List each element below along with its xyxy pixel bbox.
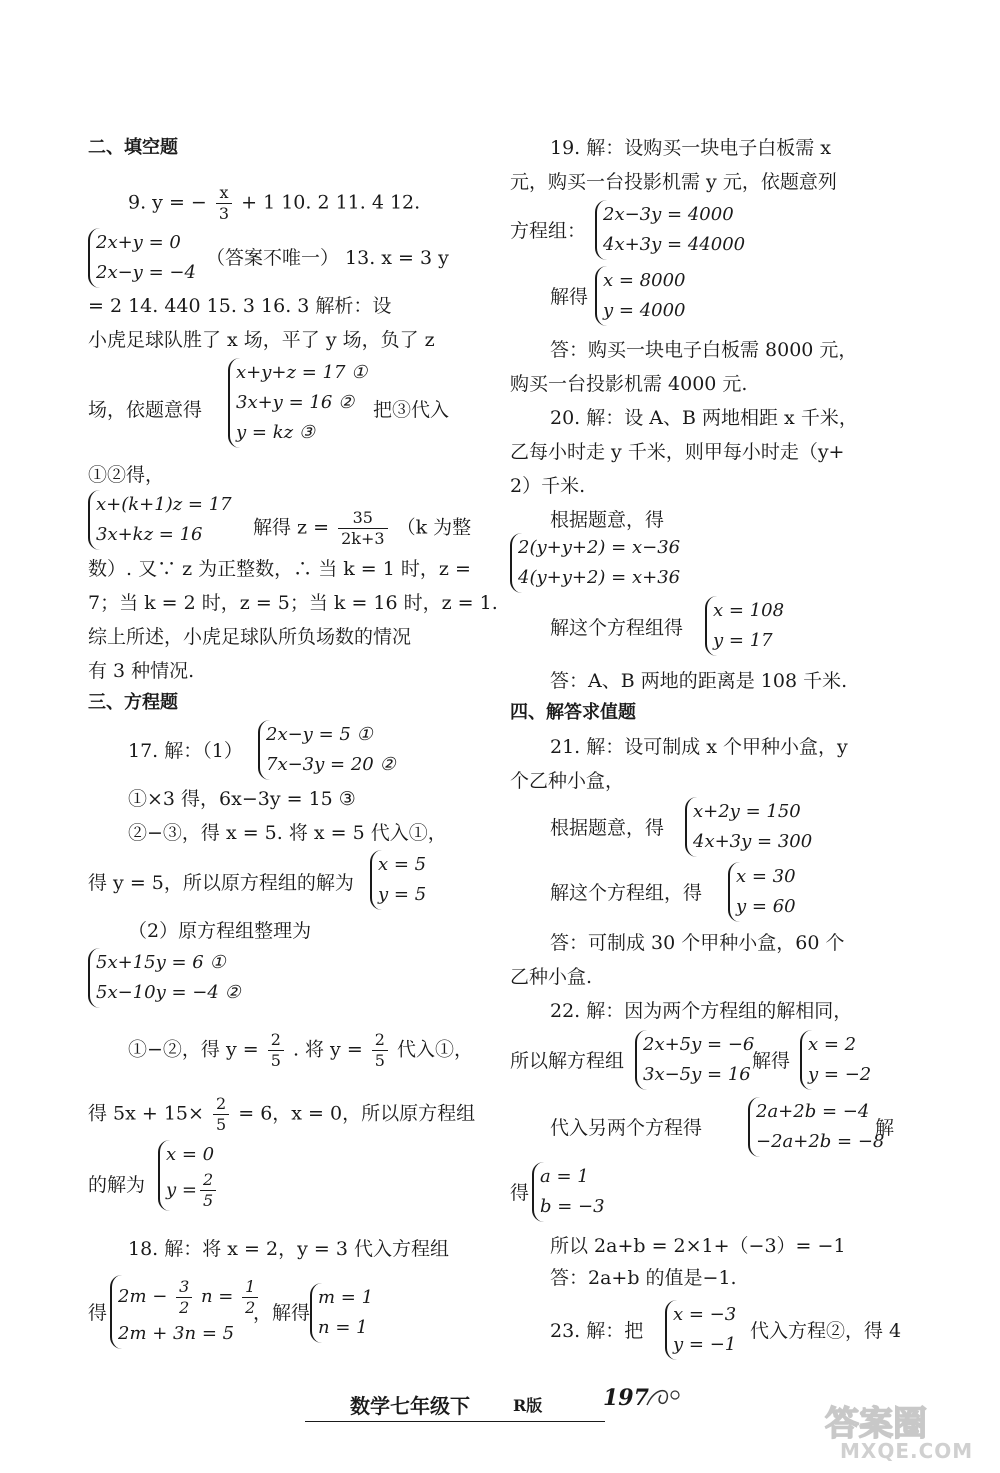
q17-line5: 得 5x + 15× $\frac{2}{5}$ = 6，x = 0，所以原方程组 bbox=[88, 1094, 476, 1134]
q17-line2: ②−③，得 x = 5. 将 x = 5 代入①， bbox=[128, 822, 447, 844]
q20-system: 2(y+y+2) = x−36 4(y+y+2) = x+36 bbox=[510, 533, 680, 593]
q17-line3: 得 y = 5，所以原方程组的解为 bbox=[88, 872, 354, 894]
q22-line1: 22. 解：因为两个方程组的解相同， bbox=[550, 1000, 853, 1022]
q13-line: = 2 14. 440 15. 3 16. 3 解析：设 bbox=[88, 295, 392, 317]
q22-pre2: 代入另两个方程得 bbox=[550, 1117, 703, 1139]
q21-system: x+2y = 150 4x+3y = 300 bbox=[685, 797, 812, 857]
q22-mid: 解得 bbox=[752, 1050, 791, 1072]
fraction: $\frac{35}{2k+3}$ bbox=[338, 508, 387, 549]
q18-solution: m = 1 n = 1 bbox=[310, 1283, 373, 1343]
q20-line4: 根据题意，得 bbox=[550, 509, 665, 531]
q23-pre: 23. 解：把 bbox=[550, 1320, 644, 1342]
q18-line1: 18. 解：将 x = 2，y = 3 代入方程组 bbox=[128, 1238, 449, 1260]
q19-solpre: 解得 bbox=[550, 286, 589, 308]
q17-pre: 17. 解：（1） bbox=[128, 740, 243, 762]
q18-mid: ，解得 bbox=[253, 1302, 311, 1324]
q19-pre: 方程组： bbox=[510, 220, 587, 242]
q20-line3: 2）千米. bbox=[510, 475, 586, 497]
q21-answer2: 乙种小盒. bbox=[510, 966, 593, 988]
watermark bbox=[820, 1395, 995, 1465]
q18-pre: 得 bbox=[88, 1302, 108, 1324]
q16-pre: 场，依题意得 bbox=[88, 399, 203, 421]
q16-line2: ①②得， bbox=[88, 464, 165, 486]
page-footer bbox=[305, 1385, 655, 1425]
q17-line1: ①×3 得，6x−3y = 15 ③ bbox=[128, 788, 356, 810]
q16-system2: x+(k+1)z = 17 3x+kz = 16 bbox=[88, 490, 232, 550]
q9-line: 9. y = − $\frac{x}{3}$ + 1 10. 2 11. 4 12. bbox=[128, 183, 421, 223]
fraction: $\frac{2}{5}$ bbox=[268, 1030, 284, 1071]
q22-pre: 所以解方程组 bbox=[510, 1050, 625, 1072]
q16-line3: 数）. 又∵ z 为正整数，∴ 当 k = 1 时，z = bbox=[88, 558, 471, 580]
q19-line1: 19. 解：设购买一块电子白板需 x bbox=[550, 137, 832, 159]
q19-answer2: 购买一台投影机需 4000 元. bbox=[510, 373, 748, 395]
watermark-url: MXQE.COM bbox=[840, 1439, 974, 1463]
q23-system: x = −3 y = −1 bbox=[665, 1300, 736, 1360]
q22-answer: 答：2a+b 的值是−1. bbox=[550, 1267, 737, 1289]
q19-answer1: 答：购买一块电子白板需 8000 元， bbox=[550, 339, 858, 361]
section-title-evaluate: 四、解答求值题 bbox=[510, 702, 636, 723]
edition-label: R版 bbox=[513, 1396, 543, 1415]
q17-line6: 的解为 bbox=[88, 1174, 146, 1196]
fraction: $\frac{3}{2}$ bbox=[176, 1277, 192, 1318]
q22-pre3: 得 bbox=[510, 1182, 530, 1204]
q16-line4: 7；当 k = 2 时，z = 5；当 k = 16 时，z = 1. bbox=[88, 592, 498, 614]
q22-solution: x = 2 y = −2 bbox=[800, 1030, 871, 1090]
q16-line6: 有 3 种情况. bbox=[88, 660, 195, 682]
q17-line4: ①−②，得 y = $\frac{2}{5}$ . 将 y = $\frac{2}{5}$ 代入①， bbox=[128, 1030, 474, 1070]
q21-solution: x = 30 y = 60 bbox=[728, 862, 796, 922]
q21-line2: 个乙种小盒， bbox=[510, 770, 625, 792]
q22-post2: 解 bbox=[875, 1117, 895, 1139]
fraction: $\frac{2}{5}$ bbox=[200, 1170, 216, 1211]
q21-answer1: 答：可制成 30 个甲种小盒，60 个 bbox=[550, 932, 845, 954]
fraction: $\frac{x}{3}$ bbox=[216, 183, 232, 224]
q21-pre: 根据题意，得 bbox=[550, 817, 665, 839]
q16-line5: 综上所述，小虎足球队所负场数的情况 bbox=[88, 626, 412, 648]
fraction: $\frac{1}{2}$ bbox=[242, 1277, 258, 1318]
section-title-equations: 三、方程题 bbox=[88, 692, 178, 713]
svg-text:答案圈: 答案圈 bbox=[825, 1404, 927, 1444]
q20-solpre: 解这个方程组得 bbox=[550, 617, 684, 639]
fraction: $\frac{2}{5}$ bbox=[372, 1030, 388, 1071]
q20-answer: 答：A、B 两地的距离是 108 千米. bbox=[550, 670, 848, 692]
q22-system: 2x+5y = −6 3x−5y = 16 bbox=[635, 1030, 754, 1090]
section-title-fill-blank: 二、填空题 bbox=[88, 137, 178, 158]
q20-line2: 乙每小时走 y 千米，则甲每小时走（y+ bbox=[510, 441, 845, 463]
q17-system2: 5x+15y = 6 ① 5x−10y = −4 ② bbox=[88, 948, 241, 1008]
fraction: $\frac{2}{5}$ bbox=[213, 1094, 229, 1135]
book-title: 数学七年级下 bbox=[350, 1394, 470, 1418]
q20-line1: 20. 解：设 A、B 两地相距 x 千米， bbox=[550, 407, 858, 429]
q19-solution: x = 8000 y = 4000 bbox=[595, 266, 686, 326]
swirl-ornament-icon bbox=[645, 1385, 685, 1415]
q12-system: 2x+y = 0 2x−y = −4 bbox=[88, 228, 196, 288]
q19-system: 2x−3y = 4000 4x+3y = 44000 bbox=[595, 200, 745, 260]
q19-line2: 元，购买一台投影机需 y 元，依题意列 bbox=[510, 171, 837, 193]
page-number: 197 bbox=[603, 1385, 649, 1411]
q18-system: 2m − $\frac{3}{2}$ n = $\frac{1}{2}$ 2m + 3n = 5 bbox=[110, 1275, 261, 1349]
q23-post: 代入方程②，得 4 bbox=[750, 1320, 902, 1342]
q22-solution2: a = 1 b = −3 bbox=[532, 1162, 605, 1222]
q21-solpre: 解这个方程组，得 bbox=[550, 882, 703, 904]
q17-part2: （2）原方程组整理为 bbox=[128, 920, 312, 942]
q12-note: （答案不唯一） 13. x = 3 y bbox=[206, 247, 449, 269]
q17-solution2: x = 0 y = $\frac{2}{5}$ bbox=[158, 1140, 219, 1211]
q16-system: x+y+z = 17 ① 3x+y = 16 ② y = kz ③ bbox=[228, 358, 367, 448]
q22-line5: 所以 2a+b = 2×1+（−3）= −1 bbox=[550, 1235, 846, 1257]
footer-rule bbox=[305, 1421, 605, 1422]
q22-system2: 2a+2b = −4 −2a+2b = −8 bbox=[748, 1097, 884, 1157]
q16-post: 把③代入 bbox=[373, 399, 450, 421]
q17-system: 2x−y = 5 ① 7x−3y = 20 ② bbox=[258, 720, 396, 780]
q16-solve: 解得 z = $\frac{35}{2k+3}$ （k 为整 bbox=[253, 508, 472, 548]
q20-solution: x = 108 y = 17 bbox=[705, 596, 784, 656]
q17-solution: x = 5 y = 5 bbox=[370, 850, 426, 910]
q21-line1: 21. 解：设可制成 x 个甲种小盒，y bbox=[550, 736, 848, 758]
q16-line1: 小虎足球队胜了 x 场，平了 y 场，负了 z bbox=[88, 329, 435, 351]
